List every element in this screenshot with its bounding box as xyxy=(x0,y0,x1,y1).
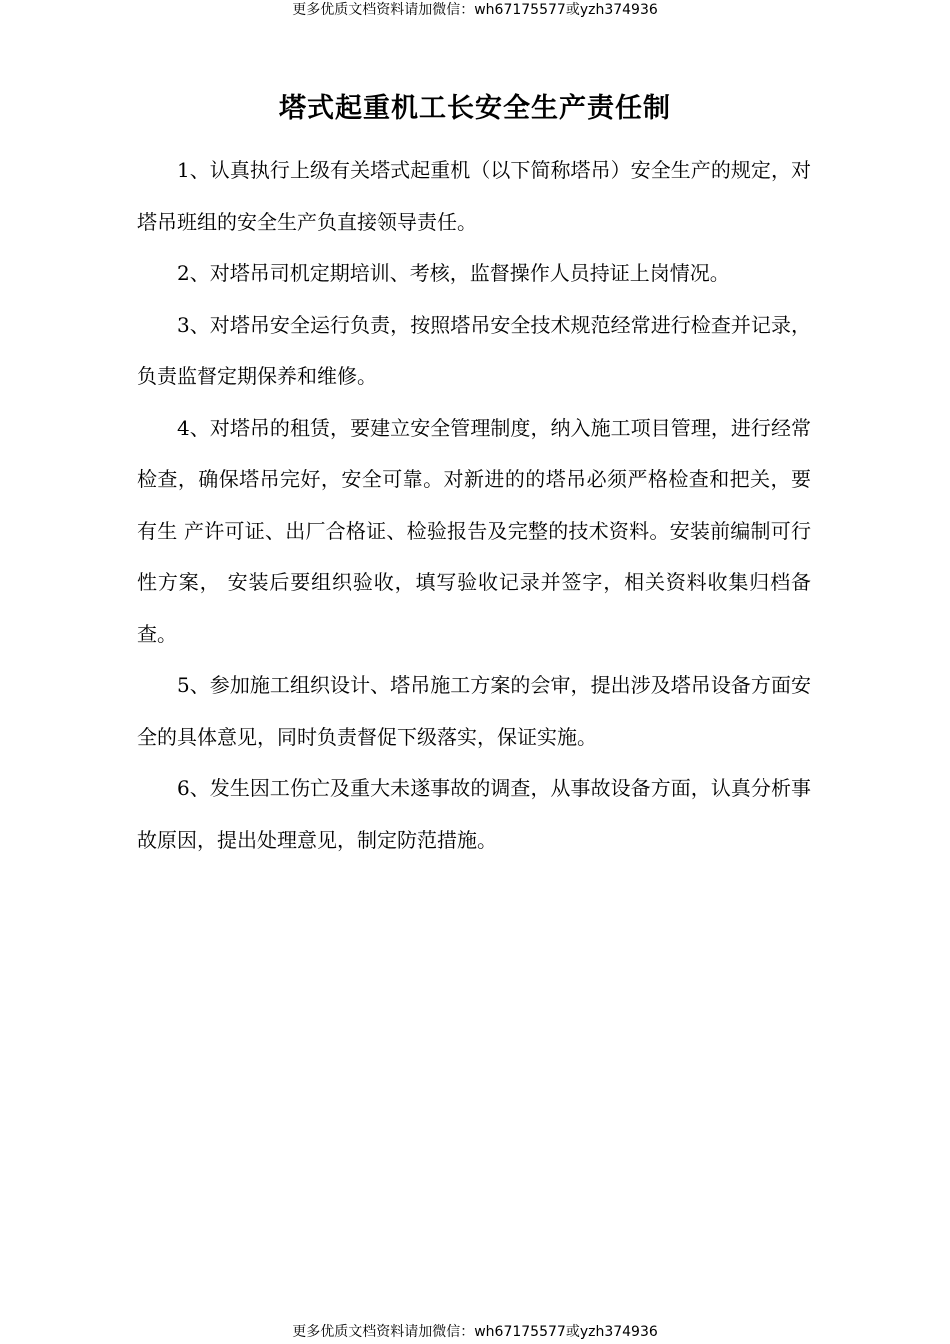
header-contact-note: 更多优质文档资料请加微信：wh67175577或yzh374936 xyxy=(292,2,658,18)
footer-contact-note: 更多优质文档资料请加微信：wh67175577或yzh374936 xyxy=(292,1324,658,1340)
paragraph-item-5: 5、参加施工组织设计、塔吊施工方案的会审，提出涉及塔吊设备方面安 全的具体意见，同时负责督促下级落实，保证实施。 xyxy=(137,673,811,749)
paragraph-item-1: 1、认真执行上级有关塔式起重机（以下简称塔吊）安全生产的规定，对 塔吊班组的安全生产负直接领导责任。 xyxy=(137,158,811,234)
paragraph-item-6: 6、发生因工伤亡及重大未遂事故的调查，从事故设备方面，认真分析事 故原因，提出处理意见，制定防范措施。 xyxy=(137,776,811,852)
document-body xyxy=(137,145,811,866)
document-title: 塔式起重机工长安全生产责任制 xyxy=(279,93,671,124)
paragraph-item-4: 4、对塔吊的租赁，要建立安全管理制度，纳入施工项目管理，进行经常 检查，确保塔吊完好，安全可靠。对新进的的塔吊必须严格检查和把关，要有生 产许可证、出厂合格证、检验报告及完整的技术资料。安装前编制可行性方案， 安装后要组织验收，填写验收记录并签字，相关资料收集归档备查。 xyxy=(137,415,811,646)
paragraph-item-2: 2、对塔吊司机定期培训、考核，监督操作人员持证上岗情况。 xyxy=(177,261,730,285)
paragraph-item-3: 3、对塔吊安全运行负责，按照塔吊安全技术规范经常进行检查并记录， 负责监督定期保养和维修。 xyxy=(137,312,811,388)
